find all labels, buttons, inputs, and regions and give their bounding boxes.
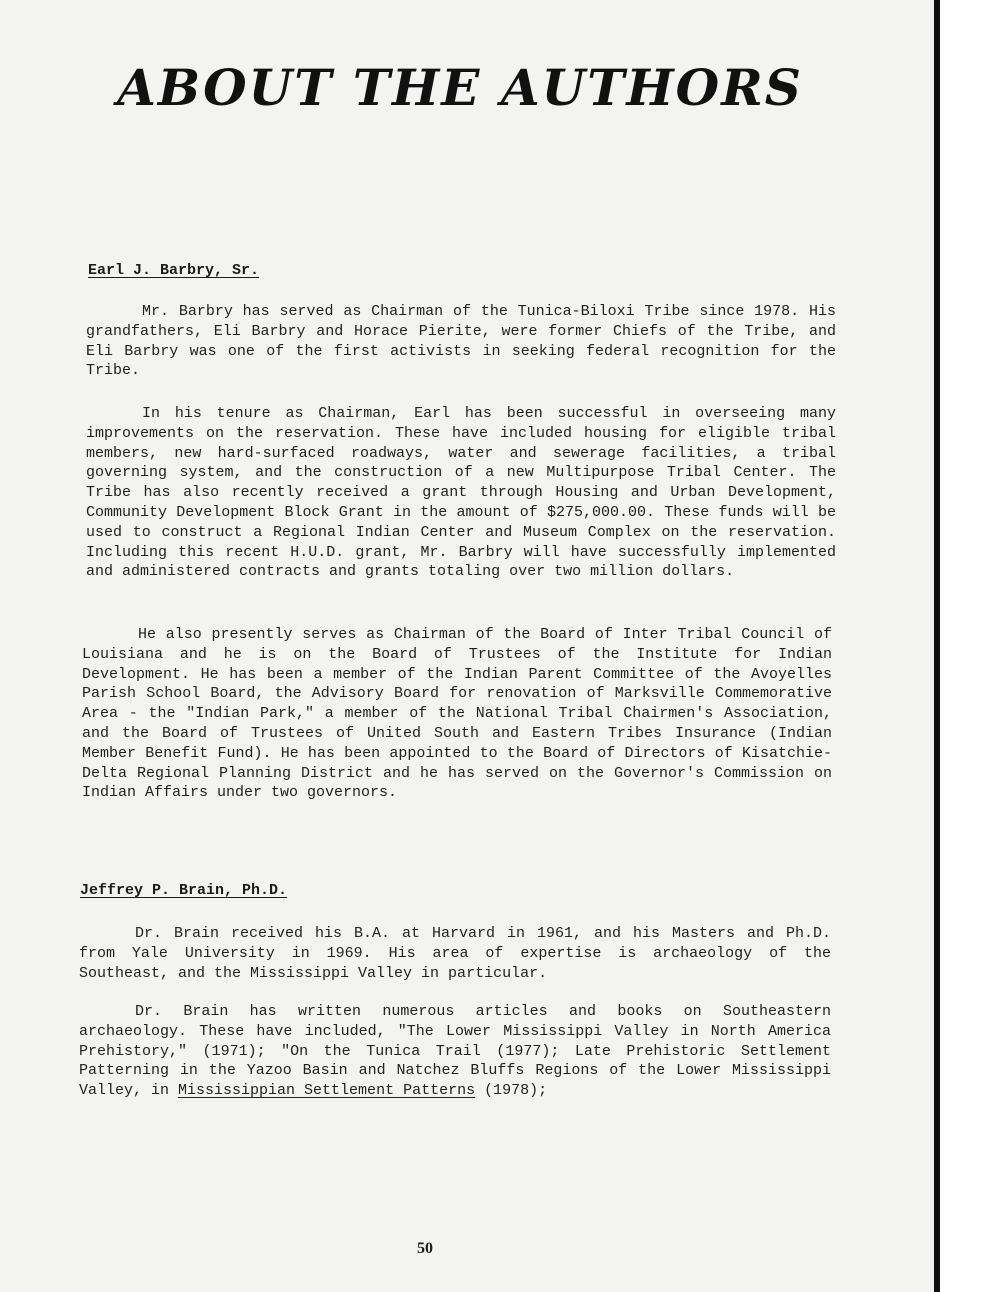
- page-number: 50: [417, 1240, 433, 1257]
- barbry-paragraph-1: Mr. Barbry has served as Chairman of the Tunica-Biloxi Tribe since 1978. His grandfathers, Eli Barbry and Horace Pierite, were former Chiefs of the Tribe, and Eli Barbry was one of the first activists in seeking federal recognition for the Tribe.: [86, 303, 836, 380]
- barbry-paragraph-2: In his tenure as Chairman, Earl has been successful in overseeing many improvements on the reservation. These have included housing for eligible tribal members, new hard-surfaced roadways, water and sewerage facilities, a tribal governing system, and the construction of a new Multipurpose Tribal Center. The Tribe has also recently received a grant through Housing and Urban Development, Community Development Block Grant in the amount of $275,000.00. These funds will be used to construct a Regional Indian Center and Museum Complex on the reservation. Including this recent H.U.D. grant, Mr. Barbry will have successfully implemented and administered contracts and grants totaling over two million dollars.: [86, 405, 836, 581]
- brain-paragraph-2: [79, 1002, 831, 1101]
- author-name-brain: Jeffrey P. Brain, Ph.D.: [80, 882, 288, 899]
- author-name-barbry: Earl J. Barbry, Sr.: [88, 262, 260, 279]
- brain-paragraph-2-text-before: Dr. Brain has written numerous articles and books on Southeastern archaeology. These have included, "The Lower Mississippi Valley in North America Prehistory," (1971); "On the Tunica Trail (1977); Late Prehistoric Settlement Patterning in the Yazoo Basin and Natchez Bluffs Regions of the Lower Mississippi Valley, in: [79, 1003, 831, 1100]
- brain-paragraph-2-text-after: (1978);: [475, 1082, 548, 1100]
- barbry-paragraph-3: He also presently serves as Chairman of the Board of Inter Tribal Council of Louisiana and he is on the Board of Trustees of the Institute for Indian Development. He has been a member of the Indian Parent Committee of the Avoyelles Parish School Board, the Advisory Board for renovation of Marksville Commemorative Area - the "Indian Park," a member of the National Tribal Chairmen's Association, and the Board of Trustees of United South and Eastern Tribes Insurance (Indian Member Benefit Fund). He has been appointed to the Board of Directors of Kisatchie-Delta Regional Planning District and he has served on the Governor's Commission on Indian Affairs under two governors.: [82, 626, 832, 802]
- book-title-mississippian-settlement-patterns: Mississippian Settlement Patterns: [178, 1082, 476, 1100]
- page-title: ABOUT THE AUTHORS: [117, 58, 803, 117]
- page-binding-edge: [934, 0, 992, 1292]
- brain-paragraph-1: Dr. Brain received his B.A. at Harvard in 1961, and his Masters and Ph.D. from Yale University in 1969. His area of expertise is archaeology of the Southeast, and the Mississippi Valley in particular.: [79, 925, 831, 982]
